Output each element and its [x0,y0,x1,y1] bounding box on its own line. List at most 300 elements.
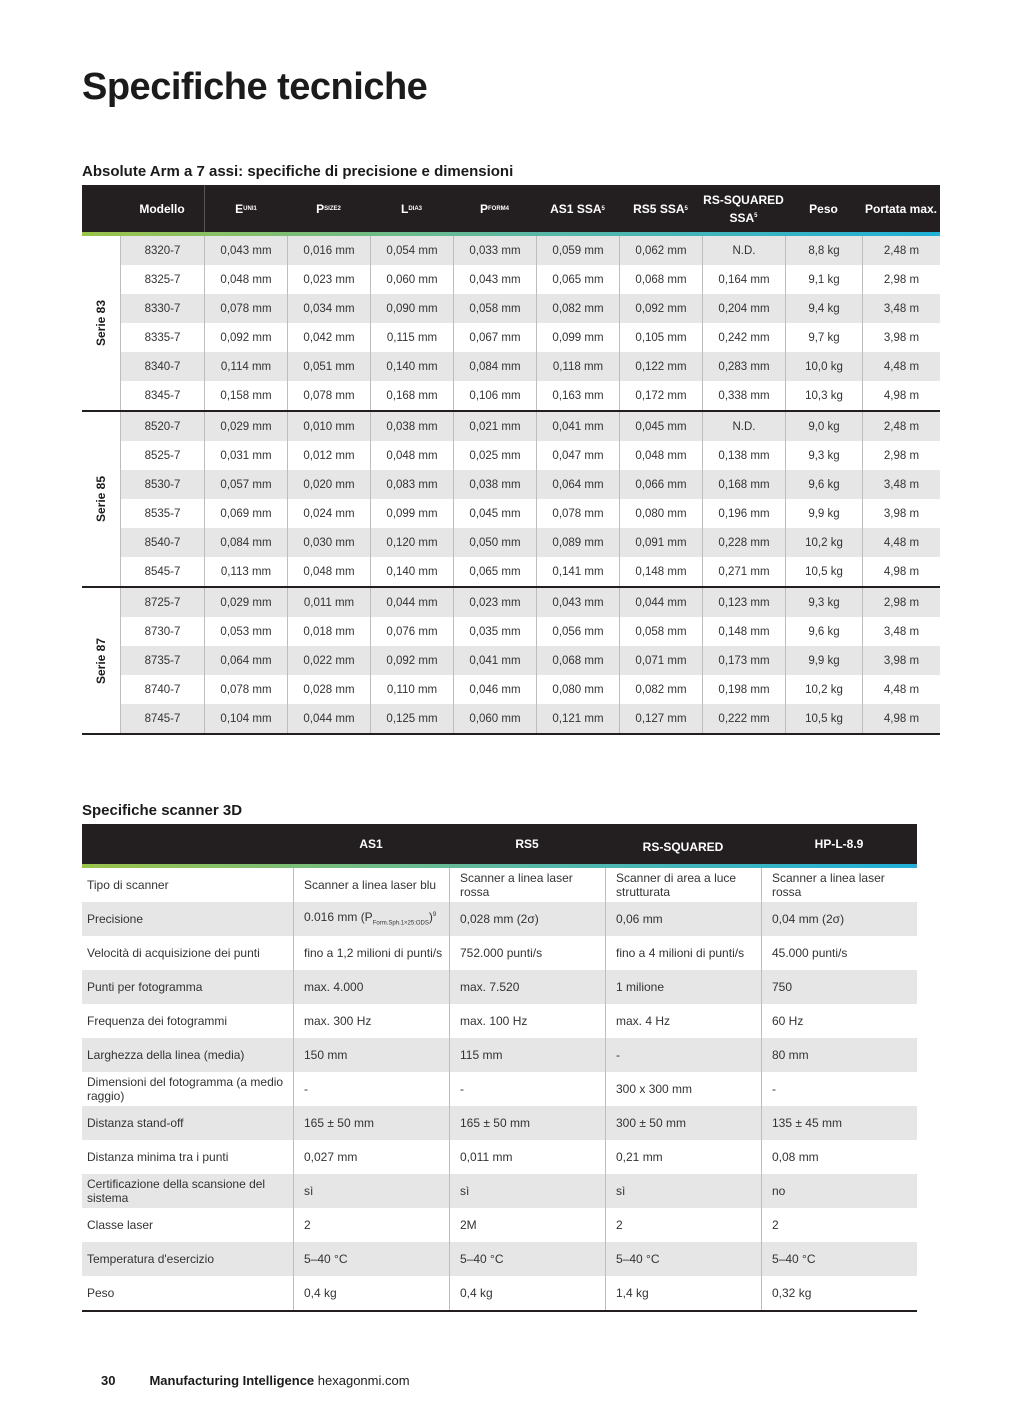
cell-peso: 8,8 kg [785,236,862,265]
cell-rs5: max. 100 Hz [449,1004,605,1038]
cell-portata: 4,98 m [862,557,940,586]
cell-rs5-ssa: 0,058 mm [619,617,702,646]
cell-rssquared: Scanner di area a luce strutturata [605,868,761,902]
cell-psize: 0,051 mm [287,352,370,381]
cell-psize: 0,024 mm [287,499,370,528]
cell-hpl89: - [761,1072,917,1106]
cell-hpl89: 0,08 mm [761,1140,917,1174]
cell-hpl89: 750 [761,970,917,1004]
cell-modello: 8540-7 [120,528,204,557]
row-label: Larghezza della linea (media) [87,1048,245,1062]
scanner-header-as1: AS1 [359,837,383,851]
cell-peso: 10,3 kg [785,381,862,410]
table-row [120,265,940,294]
cell-ldia: 0,140 mm [370,557,453,586]
cell-euni: 0,104 mm [204,704,287,733]
cell-modello: 8730-7 [120,617,204,646]
table-row [82,1208,917,1242]
cell-pform: 0,043 mm [453,265,536,294]
table-row [82,970,917,1004]
cell-euni: 0,048 mm [204,265,287,294]
cell-ldia: 0,115 mm [370,323,453,352]
cell-rssquared-ssa: 0,242 mm [702,323,785,352]
cell-euni: 0,084 mm [204,528,287,557]
cell-peso: 10,5 kg [785,557,862,586]
cell-psize: 0,042 mm [287,323,370,352]
cell-euni: 0,113 mm [204,557,287,586]
cell-modello: 8725-7 [120,588,204,617]
cell-ldia: 0,060 mm [370,265,453,294]
cell-as1: 0,027 mm [293,1140,449,1174]
table-row [82,1072,917,1106]
cell-as1-ssa: 0,078 mm [536,499,619,528]
cell-psize: 0,048 mm [287,557,370,586]
cell-modello: 8525-7 [120,441,204,470]
cell-pform: 0,058 mm [453,294,536,323]
row-label: Distanza minima tra i punti [87,1150,229,1164]
table-row [82,1004,917,1038]
cell-modello: 8745-7 [120,704,204,733]
cell-rssquared-ssa: 0,198 mm [702,675,785,704]
cell-rssquared-ssa: 0,338 mm [702,381,785,410]
table-row [82,1106,917,1140]
row-label: Certificazione della scansione del sistema [87,1177,266,1205]
cell-as1: 150 mm [293,1038,449,1072]
cell-as1-ssa: 0,118 mm [536,352,619,381]
header-rs5-main: RS5 SSA [633,201,685,216]
cell-euni: 0,031 mm [204,441,287,470]
series-label: Serie 85 [94,475,109,523]
cell-peso: 10,2 kg [785,528,862,557]
cell-pform: 0,045 mm [453,499,536,528]
cell-modello: 8325-7 [120,265,204,294]
scanner-header-spacer [82,824,293,864]
cell-ldia: 0,120 mm [370,528,453,557]
table-row [82,1174,917,1208]
table-row [82,1038,917,1072]
cell-modello: 8740-7 [120,675,204,704]
series-group [82,410,940,586]
cell-portata: 3,98 m [862,323,940,352]
cell-rs5-ssa: 0,091 mm [619,528,702,557]
series-group [82,586,940,733]
cell-rs5-ssa: 0,105 mm [619,323,702,352]
cell-rs5-ssa: 0,122 mm [619,352,702,381]
header-rs5-sup: 5 [684,205,688,212]
cell-rssquared-ssa: 0,138 mm [702,441,785,470]
cell-portata: 3,48 m [862,617,940,646]
cell-rssquared-ssa: 0,164 mm [702,265,785,294]
cell-psize: 0,010 mm [287,412,370,441]
cell-hpl89: 0,04 mm (2σ) [761,902,917,936]
cell-portata: 2,98 m [862,265,940,294]
cell-portata: 4,98 m [862,381,940,410]
cell-modello: 8330-7 [120,294,204,323]
cell-rssquared: 1 milione [605,970,761,1004]
cell-rssquared: - [605,1038,761,1072]
cell-portata: 2,48 m [862,236,940,265]
cell-rs5-ssa: 0,080 mm [619,499,702,528]
cell-psize: 0,023 mm [287,265,370,294]
cell-peso: 10,0 kg [785,352,862,381]
cell-pform: 0,021 mm [453,412,536,441]
cell-ldia: 0,044 mm [370,588,453,617]
cell-as1 [293,902,449,936]
cell-hpl89: 5–40 °C [761,1242,917,1276]
cell-rs5: sì [449,1174,605,1208]
cell-rs5-ssa: 0,045 mm [619,412,702,441]
series-rows [120,236,940,410]
header-rssq-main: RS-SQUARED [703,192,784,207]
table-row [120,441,940,470]
cell-pform: 0,050 mm [453,528,536,557]
cell-peso: 9,6 kg [785,617,862,646]
cell-rs5: max. 7.520 [449,970,605,1004]
cell-as1-ssa: 0,047 mm [536,441,619,470]
scanner-table-body [82,868,917,1312]
cell-modello: 8735-7 [120,646,204,675]
cell-pform: 0,084 mm [453,352,536,381]
cell-peso: 10,5 kg [785,704,862,733]
cell-rs5-ssa: 0,066 mm [619,470,702,499]
precision-table-title: Absolute Arm a 7 assi: specifiche di precisione e dimensioni [82,163,514,180]
cell-modello: 8335-7 [120,323,204,352]
row-label: Punti per fotogramma [87,980,203,994]
header-ldia-sup: 3 [418,205,423,212]
table-row [82,1140,917,1174]
cell-euni: 0,029 mm [204,588,287,617]
cell-portata: 4,48 m [862,352,940,381]
header-pform-sup: 4 [505,205,510,212]
cell-rssquared: 2 [605,1208,761,1242]
table-row [120,557,940,586]
table-row [120,412,940,441]
precision-table-header [82,185,940,232]
cell-rssquared-ssa: N.D. [702,412,785,441]
header-as1-sup: 5 [601,205,605,212]
scanner-header-rssquared: RS-SQUARED [642,840,724,854]
cell-hpl89: 45.000 punti/s [761,936,917,970]
cell-psize: 0,030 mm [287,528,370,557]
cell-ldia: 0,048 mm [370,441,453,470]
cell-peso: 9,4 kg [785,294,862,323]
cell-rs5-ssa: 0,092 mm [619,294,702,323]
header-euni-sub: UNI [243,205,254,212]
cell-euni: 0,078 mm [204,675,287,704]
table-row [120,236,940,265]
cell-rssquared-ssa: 0,196 mm [702,499,785,528]
cell-ldia: 0,168 mm [370,381,453,410]
cell-portata: 4,48 m [862,528,940,557]
cell-peso: 10,2 kg [785,675,862,704]
cell-euni: 0,057 mm [204,470,287,499]
cell-rssquared: 300 ± 50 mm [605,1106,761,1140]
cell-ldia: 0,125 mm [370,704,453,733]
cell-as1-ssa: 0,080 mm [536,675,619,704]
cell-as1: 0,4 kg [293,1276,449,1310]
cell-hpl89: 0,32 kg [761,1276,917,1310]
series-rows [120,588,940,733]
cell-hpl89: 2 [761,1208,917,1242]
cell-as1-ssa: 0,089 mm [536,528,619,557]
cell-modello: 8345-7 [120,381,204,410]
cell-ldia: 0,038 mm [370,412,453,441]
cell-as1-ssa: 0,064 mm [536,470,619,499]
page-number: 30 [101,1373,116,1388]
cell-rssquared: max. 4 Hz [605,1004,761,1038]
cell-euni: 0,043 mm [204,236,287,265]
cell-rs5-ssa: 0,172 mm [619,381,702,410]
header-as1-main: AS1 SSA [550,201,602,216]
header-euni [204,185,287,232]
cell-euni: 0,029 mm [204,412,287,441]
cell-rs5-ssa: 0,082 mm [619,675,702,704]
table-row [120,588,940,617]
cell-pform: 0,035 mm [453,617,536,646]
table-row [120,381,940,410]
row-label: Temperatura d'esercizio [87,1252,215,1266]
cell-portata: 4,98 m [862,704,940,733]
cell-portata: 2,98 m [862,441,940,470]
cell-pform: 0,060 mm [453,704,536,733]
cell-rssquared-ssa: N.D. [702,236,785,265]
header-rssquared-ssa [702,185,785,232]
cell-euni: 0,053 mm [204,617,287,646]
footer-brand-url: hexagonmi.com [317,1373,410,1388]
cell-euni: 0,078 mm [204,294,287,323]
cell-rssquared: 300 x 300 mm [605,1072,761,1106]
cell-rssquared-ssa: 0,204 mm [702,294,785,323]
cell-rs5: 115 mm [449,1038,605,1072]
table-row [82,1276,917,1310]
cell-rssquared-ssa: 0,123 mm [702,588,785,617]
row-label: Dimensioni del fotogramma (a medio raggio) [87,1075,284,1103]
cell-pform: 0,046 mm [453,675,536,704]
cell-as1-ssa: 0,056 mm [536,617,619,646]
scanner-table-header [82,824,917,864]
header-euni-sup: 1 [253,205,257,212]
cell-as1-ssa: 0,068 mm [536,646,619,675]
cell-as1-ssa: 0,043 mm [536,588,619,617]
table-row [120,704,940,733]
cell-psize: 0,078 mm [287,381,370,410]
cell-pform: 0,041 mm [453,646,536,675]
cell-rs5: - [449,1072,605,1106]
cell-hpl89: 60 Hz [761,1004,917,1038]
table-row [120,323,940,352]
cell-rssquared: 1,4 kg [605,1276,761,1310]
table-row [82,1242,917,1276]
cell-peso: 9,0 kg [785,412,862,441]
table-row [120,499,940,528]
cell-ldia: 0,076 mm [370,617,453,646]
cell-ldia: 0,140 mm [370,352,453,381]
cell-as1: 165 ± 50 mm [293,1106,449,1140]
cell-pform: 0,025 mm [453,441,536,470]
cell-ldia: 0,054 mm [370,236,453,265]
cell-modello: 8340-7 [120,352,204,381]
header-peso: Peso [809,201,838,216]
cell-as1: fino a 1,2 milioni di punti/s [293,936,449,970]
table-row [120,675,940,704]
cell-pform: 0,065 mm [453,557,536,586]
cell-portata: 3,48 m [862,470,940,499]
row-label: Classe laser [87,1218,154,1232]
cell-modello: 8535-7 [120,499,204,528]
precision-table-body [82,236,940,735]
precision-as1-sup: 9 [432,911,437,918]
cell-euni: 0,092 mm [204,323,287,352]
cell-peso: 9,9 kg [785,646,862,675]
cell-rs5: 0,028 mm (2σ) [449,902,605,936]
cell-psize: 0,034 mm [287,294,370,323]
cell-euni: 0,158 mm [204,381,287,410]
cell-pform: 0,033 mm [453,236,536,265]
cell-portata: 4,48 m [862,675,940,704]
scanner-table [82,824,917,1312]
cell-portata: 3,48 m [862,294,940,323]
table-row [82,902,917,936]
header-rssq-line2 [729,208,757,226]
cell-rs5: 0,011 mm [449,1140,605,1174]
cell-as1: 5–40 °C [293,1242,449,1276]
cell-rssquared-ssa: 0,168 mm [702,470,785,499]
cell-rssquared: 0,21 mm [605,1140,761,1174]
scanner-table-title: Specifiche scanner 3D [82,802,243,819]
row-label: Velocità di acquisizione dei punti [87,946,260,960]
series-label: Serie 83 [94,299,109,347]
cell-peso: 9,9 kg [785,499,862,528]
cell-as1-ssa: 0,065 mm [536,265,619,294]
precision-table [82,185,940,735]
cell-modello: 8530-7 [120,470,204,499]
cell-psize: 0,022 mm [287,646,370,675]
table-row [82,868,917,902]
header-portata: Portata max. [864,201,938,216]
cell-rs5: 752.000 punti/s [449,936,605,970]
scanner-header-hpl89: HP-L-8.9 [814,837,864,851]
cell-as1: Scanner a linea laser blu [293,868,449,902]
cell-peso: 9,3 kg [785,588,862,617]
cell-peso: 9,3 kg [785,441,862,470]
cell-rssquared-ssa: 0,228 mm [702,528,785,557]
page-title: Specifiche tecniche [82,66,428,108]
cell-modello: 8320-7 [120,236,204,265]
header-as1-ssa [536,185,619,232]
header-pform-sub: FORM [488,205,506,212]
cell-modello: 8545-7 [120,557,204,586]
header-series-spacer [82,185,120,232]
cell-rs5-ssa: 0,148 mm [619,557,702,586]
header-pform-main: P [479,201,488,216]
cell-hpl89: 135 ± 45 mm [761,1106,917,1140]
cell-rs5: Scanner a linea laser rossa [449,868,605,902]
table-row [120,470,940,499]
cell-rs5-ssa: 0,062 mm [619,236,702,265]
precision-as1-main: 0.016 mm (P [304,909,373,924]
cell-as1: - [293,1072,449,1106]
cell-ldia: 0,092 mm [370,646,453,675]
cell-as1-ssa: 0,082 mm [536,294,619,323]
cell-as1-ssa: 0,041 mm [536,412,619,441]
page-footer [101,1373,410,1388]
scanner-header-rs5: RS5 [515,837,539,851]
precision-as1-close: ) [428,909,433,924]
cell-rssquared-ssa: 0,148 mm [702,617,785,646]
row-label: Distanza stand-off [87,1116,184,1130]
cell-rs5: 2M [449,1208,605,1242]
cell-pform: 0,106 mm [453,381,536,410]
table-row [120,294,940,323]
header-psize-main: P [316,201,325,216]
cell-ldia: 0,090 mm [370,294,453,323]
header-psize-sup: 2 [337,205,341,212]
series-group [82,236,940,410]
precision-as1-value [304,908,436,930]
series-label-cell [82,412,120,586]
cell-rssquared-ssa: 0,271 mm [702,557,785,586]
cell-rssquared-ssa: 0,283 mm [702,352,785,381]
cell-as1-ssa: 0,059 mm [536,236,619,265]
series-label-cell [82,236,120,410]
row-label: Precisione [87,912,144,926]
header-psize-sub: SIZE [324,205,338,212]
row-label: Tipo di scanner [87,878,169,892]
cell-ldia: 0,099 mm [370,499,453,528]
header-ldia-sub: DIA [408,205,419,212]
cell-psize: 0,011 mm [287,588,370,617]
header-rs5-ssa [619,185,702,232]
series-rows [120,412,940,586]
header-ldia-main: L [400,201,409,216]
cell-euni: 0,064 mm [204,646,287,675]
precision-as1-sub: Form.Sph.1×25:ODS [372,920,429,927]
cell-psize: 0,018 mm [287,617,370,646]
cell-pform: 0,023 mm [453,588,536,617]
cell-as1: 2 [293,1208,449,1242]
cell-rs5-ssa: 0,071 mm [619,646,702,675]
cell-peso: 9,7 kg [785,323,862,352]
cell-rs5-ssa: 0,044 mm [619,588,702,617]
footer-brand [149,1373,409,1388]
table-row [120,646,940,675]
header-rssq-ssa: SSA [729,210,755,225]
header-pform [453,185,536,232]
table-row [120,528,940,557]
cell-portata: 3,98 m [862,646,940,675]
cell-rssquared: 0,06 mm [605,902,761,936]
cell-rs5: 165 ± 50 mm [449,1106,605,1140]
cell-rssquared: sì [605,1174,761,1208]
cell-ldia: 0,083 mm [370,470,453,499]
cell-as1-ssa: 0,141 mm [536,557,619,586]
cell-as1-ssa: 0,121 mm [536,704,619,733]
header-ldia [370,185,453,232]
row-label: Frequenza dei fotogrammi [87,1014,228,1028]
cell-euni: 0,114 mm [204,352,287,381]
cell-rs5-ssa: 0,127 mm [619,704,702,733]
cell-psize: 0,028 mm [287,675,370,704]
header-rssq-sup: 5 [754,212,758,219]
cell-portata: 3,98 m [862,499,940,528]
footer-brand-name: Manufacturing Intelligence [149,1373,315,1388]
cell-rs5: 5–40 °C [449,1242,605,1276]
cell-modello: 8520-7 [120,412,204,441]
cell-rssquared: 5–40 °C [605,1242,761,1276]
table-row [82,936,917,970]
header-psize [287,185,370,232]
table-row [120,617,940,646]
